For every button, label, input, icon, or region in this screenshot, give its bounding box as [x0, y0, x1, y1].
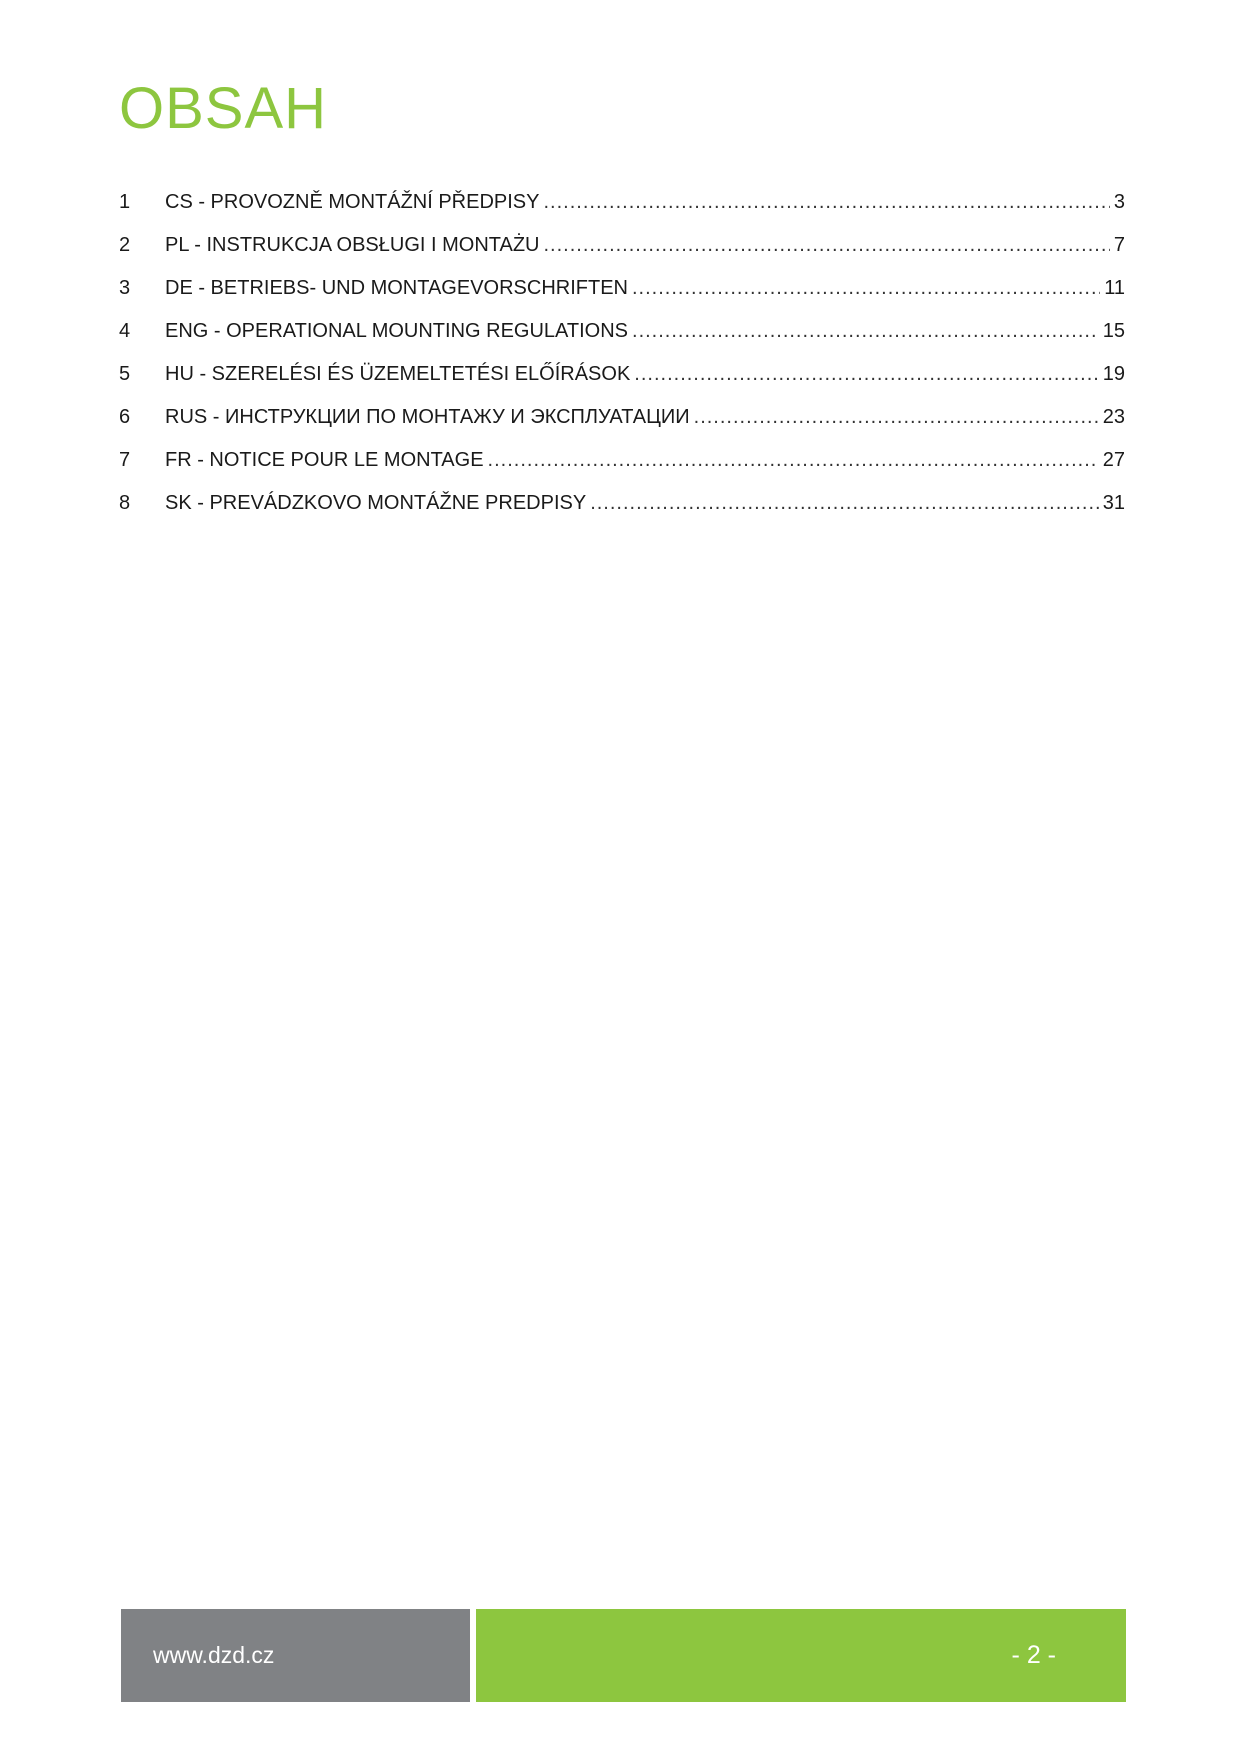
toc-dot-leader	[544, 231, 1110, 259]
footer-website-panel	[121, 1609, 470, 1702]
toc-entry-title: CS - PROVOZNĚ MONTÁŽNÍ PŘEDPISY	[165, 191, 540, 213]
toc-dot-leader	[634, 360, 1098, 388]
footer-page-number: - 2 -	[1011, 1641, 1056, 1669]
footer-page-panel	[476, 1609, 1126, 1702]
toc-entry-page: 19	[1102, 363, 1125, 385]
toc-entry-title: ENG - OPERATIONAL MOUNTING REGULATIONS	[165, 320, 629, 342]
toc-entry[interactable]	[119, 489, 1125, 532]
toc-entry-page: 15	[1102, 320, 1125, 342]
toc-dot-leader	[590, 489, 1099, 517]
toc-dot-leader	[632, 317, 1099, 345]
toc-entry-title: DE - BETRIEBS- UND MONTAGEVORSCHRIFTEN	[165, 277, 628, 299]
toc-entry[interactable]	[119, 403, 1125, 446]
toc-entry-number: 2	[119, 234, 131, 256]
toc-entry[interactable]	[119, 446, 1125, 489]
toc-dot-leader	[632, 274, 1100, 302]
table-of-contents	[119, 188, 1125, 532]
toc-entry-number: 3	[119, 277, 131, 299]
toc-dot-leader	[488, 446, 1099, 474]
page-footer	[121, 1609, 1126, 1702]
toc-entry-number: 1	[119, 191, 131, 213]
toc-entry[interactable]	[119, 317, 1125, 360]
toc-entry-number: 4	[119, 320, 131, 342]
toc-entry[interactable]	[119, 188, 1125, 231]
toc-entry-title: HU - SZERELÉSI ÉS ÜZEMELTETÉSI ELŐÍRÁSOK	[165, 363, 631, 385]
toc-entry-page: 31	[1102, 492, 1125, 514]
toc-entry-title: SK - PREVÁDZKOVO MONTÁŽNE PREDPISY	[165, 492, 587, 514]
toc-entry[interactable]	[119, 274, 1125, 317]
toc-entry-page: 11	[1104, 277, 1125, 299]
toc-entry-number: 7	[119, 449, 131, 471]
toc-entry-number: 8	[119, 492, 131, 514]
toc-entry-page: 7	[1113, 234, 1125, 256]
footer-website: www.dzd.cz	[153, 1642, 275, 1668]
toc-entry-page: 3	[1113, 191, 1125, 213]
toc-entry-number: 5	[119, 363, 131, 385]
toc-entry-title: RUS - ИНСТРУКЦИИ ПО МОНТАЖУ И ЭКСПЛУАТАЦИИ	[165, 406, 690, 428]
page-title: OBSAH	[119, 76, 328, 141]
toc-entry-page: 27	[1102, 449, 1125, 471]
toc-entry-title: PL - INSTRUKCJA OBSŁUGI I MONTAŻU	[165, 234, 540, 256]
toc-dot-leader	[694, 403, 1099, 431]
toc-entry-number: 6	[119, 406, 131, 428]
toc-entry[interactable]	[119, 231, 1125, 274]
toc-entry-page: 23	[1102, 406, 1125, 428]
toc-entry[interactable]	[119, 360, 1125, 403]
toc-entry-title: FR - NOTICE POUR LE MONTAGE	[165, 449, 484, 471]
toc-dot-leader	[543, 188, 1109, 216]
